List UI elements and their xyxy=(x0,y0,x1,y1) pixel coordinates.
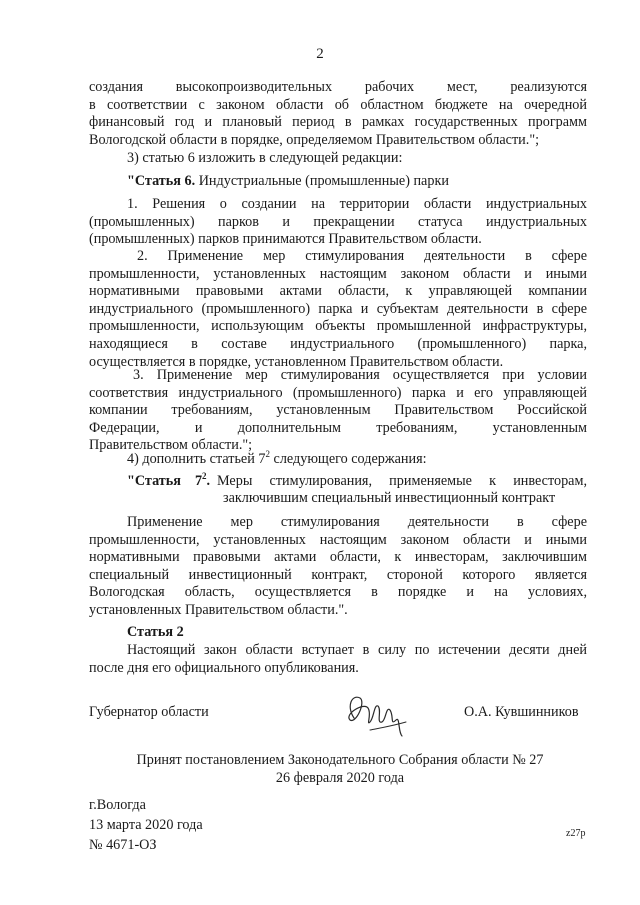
text-line: компании требованиям, установленным Правительством Российской xyxy=(89,402,587,419)
text-line: промышленности, установленных настоящим законом области и иными xyxy=(89,265,587,282)
article-6-heading xyxy=(127,173,449,190)
item-3: 3) статью 6 изложить в следующей редакции: xyxy=(127,150,403,166)
text-line: финансовый год и плановый период в рамках государственных программ xyxy=(89,114,587,131)
text-line: 3. Применение мер стимулирования осуществляется при условии xyxy=(133,367,587,383)
intro-paragraph xyxy=(89,79,587,149)
text-line: после дня его официального опубликования. xyxy=(89,659,359,676)
text-line: соответствия индустриального (промышленного) парка и его управляющей xyxy=(89,384,587,401)
text-line: Меры стимулирования, применяемые к инвесторам, xyxy=(217,473,587,489)
article-6-title: Индустриальные (промышленные) парки xyxy=(195,173,449,189)
governor-label: Губернатор области xyxy=(89,704,209,720)
text-line: установленных Правительством области.". xyxy=(89,601,348,618)
article-7-2-word: "Статья xyxy=(127,473,181,489)
text-line: Вологодской области в порядке, определяемом Правительством области."; xyxy=(89,131,540,148)
article-6-part-1 xyxy=(89,196,587,249)
text-line: находящиеся в составе индустриального (промышленного) парка, xyxy=(89,335,587,352)
text-line: осуществляется в порядке, установленном Правительством области. xyxy=(89,353,504,370)
adopted-date: 26 февраля 2020 года xyxy=(275,770,405,786)
text-line: Применение мер стимулирования деятельности в сфере xyxy=(127,514,587,530)
article-7-2-number: 7 xyxy=(194,473,203,489)
text-line: заключившим специальный инвестиционный контракт xyxy=(223,490,556,506)
document-code: z27p xyxy=(566,828,586,839)
text-line: в соответствии с законом области об областном бюджете на очередной xyxy=(89,96,587,113)
article-7-2-label xyxy=(127,473,210,490)
city: г.Вологда xyxy=(89,797,146,813)
text-line: (промышленных) парков принимаются Правительством области. xyxy=(89,231,482,248)
article-6-label: "Статья 6. xyxy=(127,173,196,189)
article-7-2-title xyxy=(217,473,587,507)
article-7-2-superscript: 2 xyxy=(202,471,207,481)
item-4 xyxy=(127,451,427,468)
text-line: индустриального (промышленного) парка и субъектам деятельности в сфере xyxy=(89,300,587,317)
article-2-body xyxy=(89,642,587,677)
text-line: 1. Решения о создании на территории области индустриальных xyxy=(127,196,587,212)
article-7-2-body xyxy=(89,514,587,620)
article-7-2-dot: . xyxy=(206,473,211,489)
text-line: специальный инвестиционный контракт, стороной которого является xyxy=(89,566,587,583)
text-line: нормативными правовыми актами области, к управляющей компании xyxy=(89,283,587,300)
text-line: создания высокопроизводительных рабочих мест, реализуются xyxy=(89,79,587,95)
text-line: (промышленных) парков и прекращении статуса индустриальных xyxy=(89,213,587,230)
text-line: промышленности, использующим объекты промышленной инфраструктуры, xyxy=(89,318,587,335)
item-4-superscript: 2 xyxy=(265,449,270,459)
handwritten-signature xyxy=(340,692,420,742)
signing-date: 13 марта 2020 года xyxy=(89,817,203,833)
article-6-part-3 xyxy=(89,367,587,455)
text-line: Федерации, и дополнительным требованиям, установленным xyxy=(89,419,587,436)
page-number: 2 xyxy=(316,46,324,62)
item-4-text: 4) дополнить статьей 7 xyxy=(127,451,266,467)
text-line: Вологодская область, осуществляется в порядке и на условиях, xyxy=(89,584,587,601)
item-4-text-end: следующего содержания: xyxy=(269,451,427,467)
article-2-heading: Статья 2 xyxy=(127,624,184,640)
text-line: 2. Применение мер стимулирования деятельности в сфере xyxy=(137,248,587,264)
text-line: промышленности, установленных настоящим законом области и иными xyxy=(89,531,587,548)
article-6-part-2 xyxy=(89,248,587,371)
text-line: Правительством области."; xyxy=(89,437,253,454)
adopted-statement: Принят постановлением Законодательного Собрания области № 27 xyxy=(136,752,544,768)
text-line: нормативными правовыми актами области, к инвесторам, заключившим xyxy=(89,549,587,566)
governor-name: О.А. Кувшинников xyxy=(464,704,579,720)
text-line: Настоящий закон области вступает в силу по истечении десяти дней xyxy=(127,642,587,658)
law-number: № 4671-ОЗ xyxy=(89,837,157,853)
